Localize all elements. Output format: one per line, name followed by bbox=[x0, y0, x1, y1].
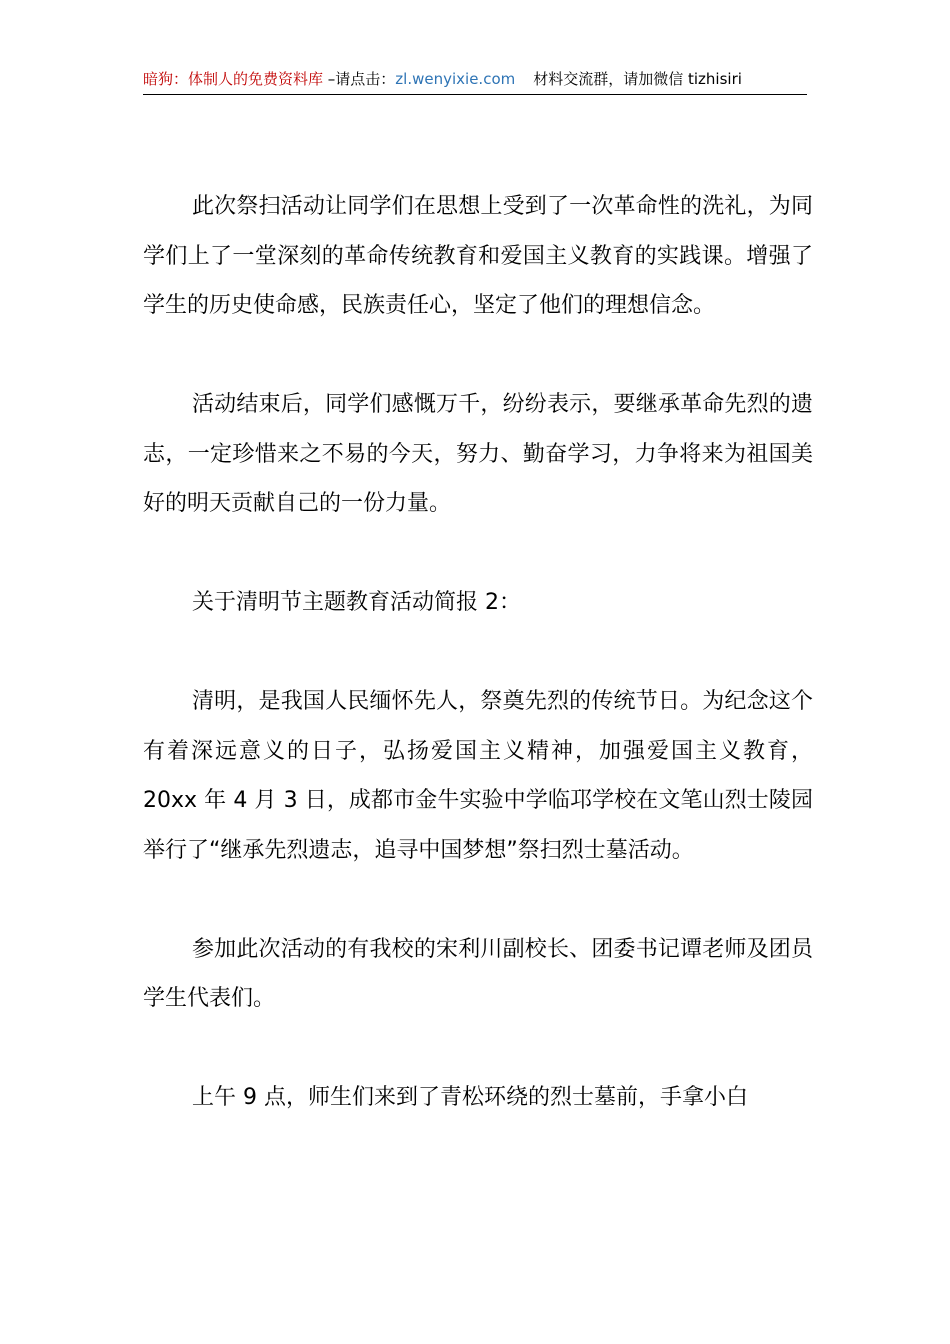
paragraph-after-activity: 活动结束后，同学们感慨万千，纷纷表示，要继承革命先烈的遗志，一定珍惜来之不易的今天，努力、勤奋学习，力争将来为祖国美好的明天贡献自己的一份力量。 bbox=[143, 392, 813, 516]
paragraph-summary: 此次祭扫活动让同学们在思想上受到了一次革命性的洗礼，为同学们上了一堂深刻的革命传统教育和爱国主义教育的实践课。增强了学生的历史使命感，民族责任心，坚定了他们的理想信念。 bbox=[143, 194, 813, 318]
header-brand: 暗狗：体制人的免费资料库 bbox=[143, 70, 324, 88]
document-body bbox=[143, 182, 813, 1123]
header-url-link[interactable]: zl.wenyixie.com bbox=[395, 70, 516, 88]
section-heading: 关于清明节主题教育活动简报 2： bbox=[192, 590, 521, 615]
header-prompt: –请点击： bbox=[323, 70, 396, 88]
header-group-info: 材料交流群，请加微信 tizhisiri bbox=[533, 70, 742, 88]
page-header bbox=[143, 68, 807, 95]
paragraph-morning: 上午 9 点，师生们来到了青松环绕的烈士墓前，手拿小白 bbox=[192, 1085, 748, 1110]
paragraph-participants: 参加此次活动的有我校的宋利川副校长、团委书记谭老师及团员学生代表们。 bbox=[143, 936, 813, 1011]
paragraph-qingming-intro: 清明，是我国人民缅怀先人，祭奠先烈的传统节日。为纪念这个有着深远意义的日子，弘扬爱国主义精神，加强爱国主义教育，20xx 年 4 月 3 日，成都市金牛实验中学临邛学校在文笔山烈士陵园举行了“继承先烈遗志，追寻中国梦想”祭扫烈士墓活动。 bbox=[143, 689, 813, 863]
